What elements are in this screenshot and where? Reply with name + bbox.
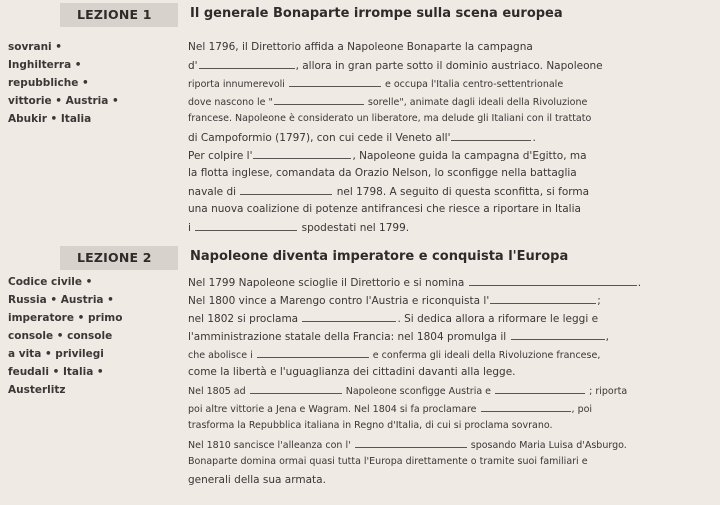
lesson2-title: Napoleone diventa imperatore e conquista l'Europa [190,249,569,264]
text-fragment: navale di [188,186,237,198]
text-fragment: l'amministrazione statale della Francia: nel 1804 promulga il [188,331,507,343]
text-fragment: Napoleone sconfigge Austria e [345,386,492,397]
lesson1-text-line [188,148,587,163]
answer-blank[interactable] [253,148,351,159]
text-fragment: Nel 1796, il Direttorio affida a Napoleone Bonaparte la campagna [188,41,533,53]
text-fragment: riporta innumerevoli [188,79,285,90]
text-fragment: dove nascono le " [188,97,273,108]
lesson1-text-line [188,40,533,54]
answer-blank[interactable] [199,58,295,69]
lesson1-word-bank-item: repubbliche • [8,77,89,89]
text-fragment: Bonaparte domina ormai quasi tutta l'Europa direttamente o tramite suoi familiari e [188,456,588,467]
text-fragment: , [605,331,609,343]
lesson2-text-line [188,455,588,469]
lesson1-text-line [188,220,409,235]
lesson2-word-bank-item: console • console [8,330,113,342]
lesson2-word-bank-item: Austerlitz [8,384,66,396]
text-fragment: d' [188,60,198,72]
text-fragment: di Campoformio (1797), con cui cede il Veneto all' [188,132,451,144]
text-fragment: nel 1802 si proclama [188,313,299,325]
text-fragment: sposando Maria Luisa d'Asburgo. [470,440,627,451]
lesson2-text-line [188,401,592,417]
text-fragment: che abolisce i [188,350,253,361]
answer-blank[interactable] [511,329,605,340]
text-fragment: . [637,277,642,289]
text-fragment: nel 1798. A seguito di questa sconfitta, si forma [336,186,590,198]
lesson1-text-line [188,202,581,216]
lesson2-text-line [188,347,600,363]
text-fragment: , allora in gran parte sotto il dominio austriaco. Napoleone [295,60,603,72]
lesson2-text-line [188,419,553,433]
lesson2-word-bank-item: Russia • Austria • [8,294,114,306]
lesson1-text-line [188,76,563,92]
lesson2-text-line [188,437,627,453]
lesson2-text-line [188,311,598,326]
lesson1-text-line [188,58,603,73]
answer-blank[interactable] [240,184,332,195]
lesson2-text-line [188,383,627,399]
lesson1-text-line [188,130,536,145]
lesson1-word-bank-item: Inghilterra • [8,59,82,71]
lesson1-word-bank-item: sovrani • [8,41,63,53]
answer-blank[interactable] [490,293,596,304]
answer-blank[interactable] [274,94,364,105]
answer-blank[interactable] [257,347,369,358]
answer-blank[interactable] [469,275,637,286]
text-fragment: trasforma la Repubblica italiana in Regno d'Italia, di cui si proclama sovrano. [188,420,553,431]
lesson1-label: LEZIONE 1 [77,7,152,22]
lesson2-text-line [188,293,601,308]
answer-blank[interactable] [355,437,467,448]
answer-blank[interactable] [195,220,297,231]
text-fragment: Per colpire l' [188,150,253,162]
text-fragment: i [188,222,191,234]
lesson2-text-line [188,365,516,379]
lesson2-word-bank-item: imperatore • primo [8,312,123,324]
text-fragment: poi altre vittorie a Jena e Wagram. Nel 1804 si fa proclamare [188,404,477,415]
text-fragment: Nel 1805 ad [188,386,246,397]
answer-blank[interactable] [451,130,531,141]
answer-blank[interactable] [495,383,585,394]
text-fragment: e occupa l'Italia centro-settentrionale [384,79,564,90]
lesson2-text-line [188,329,609,344]
text-fragment: sorelle", animate dagli ideali della Rivoluzione [367,97,588,108]
text-fragment: Nel 1800 vince a Marengo contro l'Austria e riconquista l' [188,295,490,307]
lesson1-word-bank-item: Abukir • Italia [8,113,92,125]
lesson2-word-bank-item: Codice civile • [8,276,93,288]
text-fragment: , poi [571,404,593,415]
lesson1-title: Il generale Bonaparte irrompe sulla scena europea [190,6,563,21]
text-fragment: , Napoleone guida la campagna d'Egitto, ma [352,150,587,162]
lesson2-text-line [188,473,326,487]
text-fragment: Nel 1799 Napoleone scioglie il Direttorio e si nomina [188,277,465,289]
lesson2-word-bank-item: feudali • Italia • [8,366,104,378]
lesson1-text-line [188,184,589,199]
text-fragment: una nuova coalizione di potenze antifrancesi che riesce a riportare in Italia [188,203,581,215]
lesson1-word-bank-item: vittorie • Austria • [8,95,119,107]
text-fragment: francese. Napoleone è considerato un liberatore, ma delude gli Italiani con il trattato [188,113,592,124]
lesson2-text-line [188,275,641,290]
text-fragment: e conferma gli ideali della Rivoluzione francese, [372,350,601,361]
lesson1-text-line [188,166,577,180]
lesson2-label: LEZIONE 2 [77,250,152,265]
lesson1-text-line [188,112,591,126]
text-fragment: la flotta inglese, comandata da Orazio Nelson, lo sconfigge nella battaglia [188,167,577,179]
text-fragment: generali della sua armata. [188,474,326,486]
text-fragment: come la libertà e l'uguaglianza dei cittadini davanti alla legge. [188,366,516,378]
text-fragment: . [532,132,536,144]
answer-blank[interactable] [302,311,396,322]
lesson2-word-bank-item: a vita • privilegi [8,348,104,360]
text-fragment: . Si dedica allora a riformare le leggi e [397,313,599,325]
lesson1-text-line [188,94,587,110]
text-fragment: ; riporta [589,386,628,397]
text-fragment: Nel 1810 sancisce l'alleanza con l' [188,440,351,451]
text-fragment: ; [597,295,601,307]
answer-blank[interactable] [250,383,342,394]
answer-blank[interactable] [289,76,381,87]
answer-blank[interactable] [481,401,571,412]
text-fragment: spodestati nel 1799. [301,222,410,234]
